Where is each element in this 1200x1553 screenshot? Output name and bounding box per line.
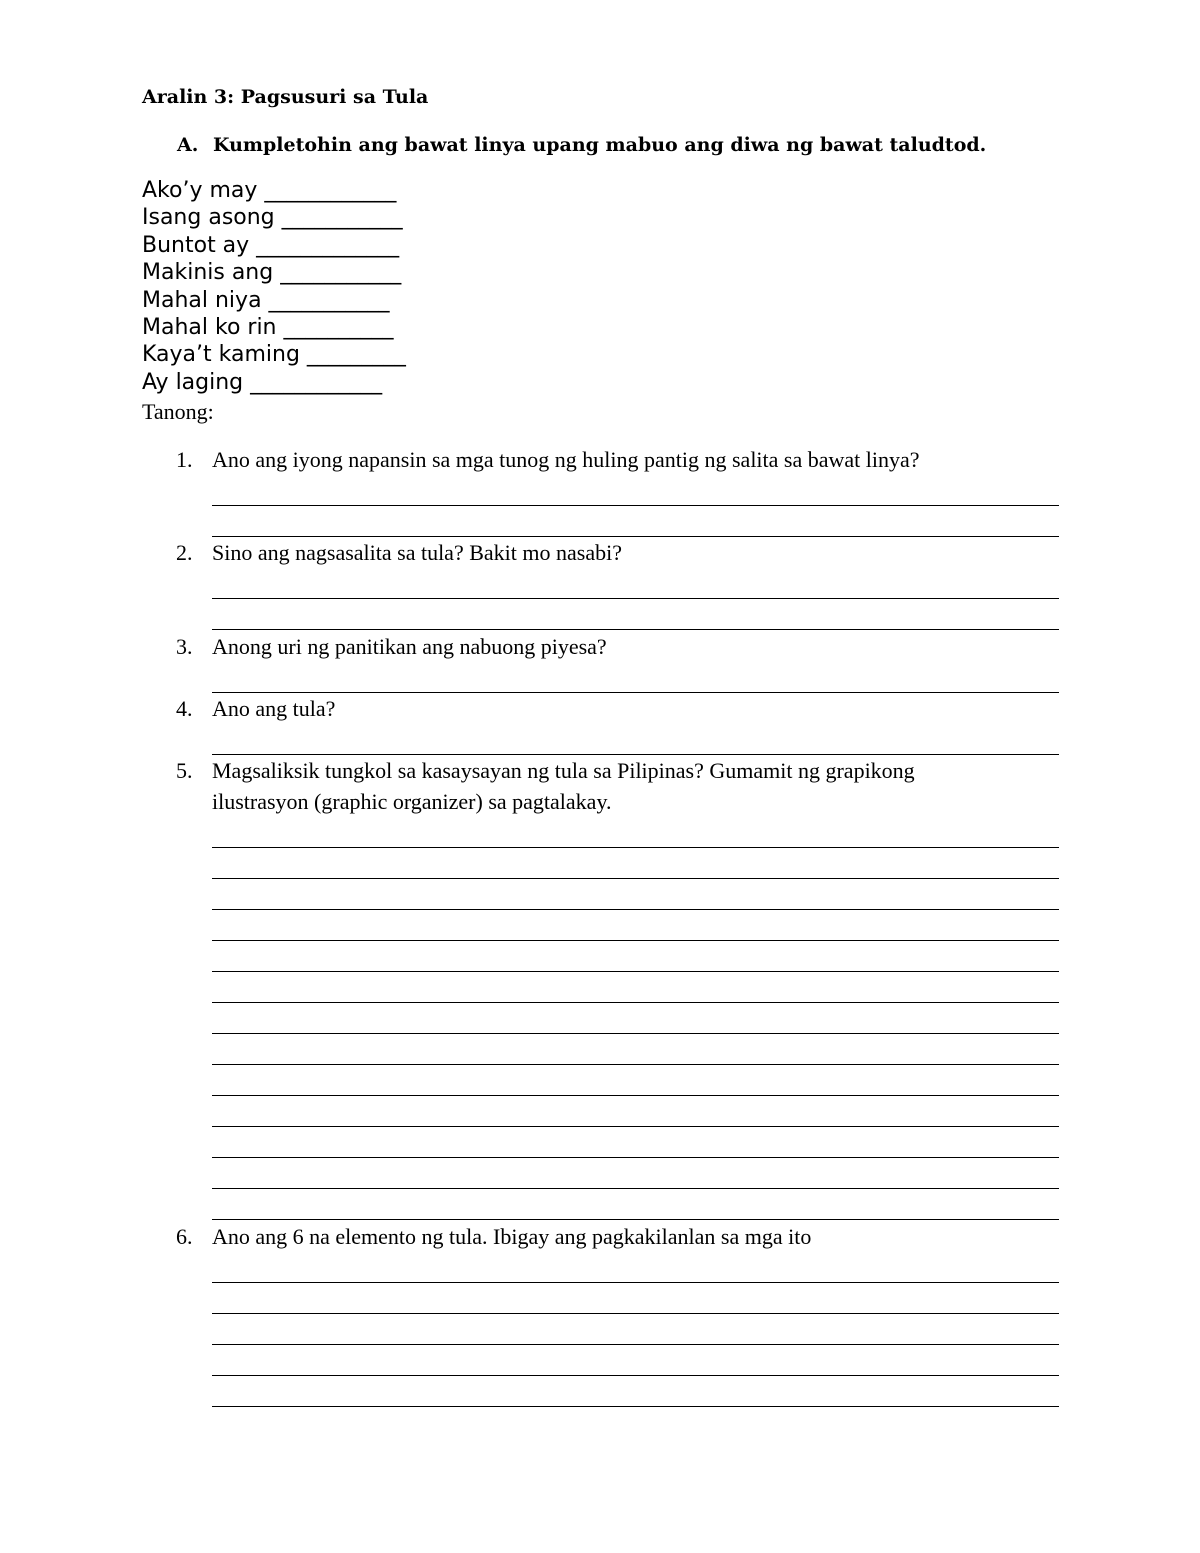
poem-line: Mahal ko rin __________ bbox=[142, 314, 394, 340]
answer-line[interactable] bbox=[212, 599, 1059, 630]
poem-line: Makinis ang ___________ bbox=[142, 260, 402, 286]
answer-line[interactable] bbox=[212, 506, 1059, 537]
answer-line[interactable] bbox=[212, 724, 1059, 755]
question-number: 4. bbox=[176, 696, 193, 721]
questions-label: Tanong: bbox=[142, 399, 214, 424]
lesson-title: Aralin 3: Pagsusuri sa Tula bbox=[142, 86, 429, 108]
question-4 bbox=[176, 693, 1061, 755]
answer-line[interactable] bbox=[212, 817, 1059, 848]
answer-line[interactable] bbox=[212, 662, 1059, 693]
instruction-text: Kumpletohin ang bawat linya upang mabuo ang diwa ng bawat taludtod. bbox=[213, 134, 987, 156]
question-number: 2. bbox=[176, 540, 193, 565]
answer-area bbox=[212, 817, 1061, 1220]
answer-line[interactable] bbox=[212, 1189, 1059, 1220]
answer-line[interactable] bbox=[212, 1158, 1059, 1189]
question-text: Ano ang 6 na elemento ng tula. Ibigay ang pagkakilanlan sa mga ito bbox=[212, 1224, 812, 1249]
answer-line[interactable] bbox=[212, 972, 1059, 1003]
poem-line: Ay laging ____________ bbox=[142, 369, 383, 395]
question-text-continued: ilustrasyon (graphic organizer) sa pagtalakay. bbox=[212, 789, 612, 814]
answer-line[interactable] bbox=[212, 941, 1059, 972]
question-number: 1. bbox=[176, 447, 193, 472]
answer-line[interactable] bbox=[212, 1283, 1059, 1314]
answer-line[interactable] bbox=[212, 1252, 1059, 1283]
answer-line[interactable] bbox=[212, 879, 1059, 910]
answer-line[interactable] bbox=[212, 1376, 1059, 1407]
question-text: Magsaliksik tungkol sa kasaysayan ng tula sa Pilipinas? Gumamit ng grapikong bbox=[212, 758, 915, 783]
question-5 bbox=[176, 755, 1061, 1220]
question-number: 5. bbox=[176, 758, 193, 783]
answer-area bbox=[212, 1252, 1061, 1407]
poem-line: Ako’y may ____________ bbox=[142, 178, 397, 203]
poem-line: Isang asong ___________ bbox=[142, 205, 403, 231]
answer-line[interactable] bbox=[212, 1127, 1059, 1158]
question-text: Ano ang tula? bbox=[212, 696, 336, 721]
answer-line[interactable] bbox=[212, 910, 1059, 941]
question-text: Anong uri ng panitikan ang nabuong piyesa? bbox=[212, 634, 607, 659]
poem bbox=[142, 177, 406, 396]
question-1 bbox=[176, 444, 1061, 537]
answer-area bbox=[212, 724, 1061, 755]
answer-line[interactable] bbox=[212, 848, 1059, 879]
question-text: Ano ang iyong napansin sa mga tunog ng huling pantig ng salita sa bawat linya? bbox=[212, 447, 920, 472]
question-text: Sino ang nagsasalita sa tula? Bakit mo nasabi? bbox=[212, 540, 622, 565]
answer-area bbox=[212, 475, 1061, 537]
question-6 bbox=[176, 1221, 1061, 1407]
answer-area bbox=[212, 568, 1061, 630]
poem-line: Kaya’t kaming _________ bbox=[142, 342, 406, 368]
question-number: 6. bbox=[176, 1224, 193, 1249]
answer-line[interactable] bbox=[212, 568, 1059, 599]
answer-line[interactable] bbox=[212, 1065, 1059, 1096]
poem-line: Mahal niya ___________ bbox=[142, 287, 390, 313]
question-3 bbox=[176, 631, 1061, 693]
answer-area bbox=[212, 662, 1061, 693]
instruction-letter: A. bbox=[177, 134, 199, 156]
answer-line[interactable] bbox=[212, 1314, 1059, 1345]
answer-line[interactable] bbox=[212, 1003, 1059, 1034]
question-number: 3. bbox=[176, 634, 193, 659]
answer-line[interactable] bbox=[212, 1034, 1059, 1065]
answer-line[interactable] bbox=[212, 1345, 1059, 1376]
poem-line: Buntot ay _____________ bbox=[142, 232, 400, 258]
question-2 bbox=[176, 537, 1061, 630]
answer-line[interactable] bbox=[212, 1096, 1059, 1127]
answer-line[interactable] bbox=[212, 475, 1059, 506]
instruction bbox=[177, 134, 986, 156]
